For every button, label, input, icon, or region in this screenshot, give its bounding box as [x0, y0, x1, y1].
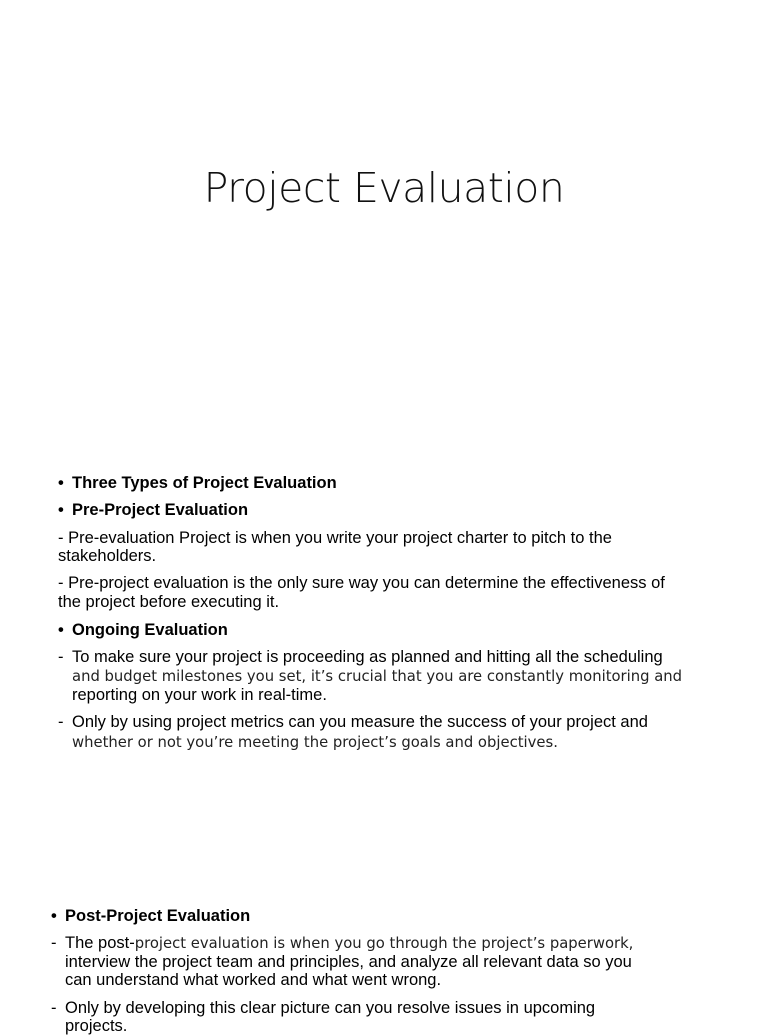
- pre-project-heading: Pre-Project Evaluation: [72, 501, 249, 519]
- post-item2-line2: projects.: [65, 1017, 128, 1035]
- bullet-pre-project: [58, 501, 248, 520]
- ongoing-item1-line2: and budget milestones you set, it’s crucial that you are constantly monitoring and: [72, 668, 683, 685]
- three-types-heading: Three Types of Project Evaluation: [72, 474, 337, 492]
- bullet-ongoing: [58, 621, 228, 640]
- dash-mark: -: [51, 999, 57, 1017]
- post-item1-text-a: The post-: [65, 934, 135, 952]
- ongoing-item2-text: Only by using project metrics can you measure the success of your project and: [72, 713, 648, 731]
- ongoing-item1-line1: [58, 648, 663, 667]
- post-project-heading: Post-Project Evaluation: [65, 907, 251, 925]
- post-item1-text-b: project evaluation is when you go through the project’s paperwork,: [134, 935, 634, 952]
- post-item1-line3: can understand what worked and what went wrong.: [65, 971, 442, 989]
- bullet-mark: •: [58, 621, 64, 639]
- page-title: Project Evaluation: [203, 164, 565, 212]
- bullet-mark: •: [58, 474, 64, 492]
- post-item1-line2: interview the project team and principles, and analyze all relevant data so you: [65, 953, 632, 971]
- post-item1-line1: [51, 934, 633, 953]
- ongoing-item2-line1: [58, 713, 648, 732]
- pre-para1-line2: stakeholders.: [58, 547, 157, 565]
- bullet-three-types: [58, 474, 337, 493]
- ongoing-item1-line3: reporting on your work in real-time.: [72, 686, 327, 704]
- ongoing-heading: Ongoing Evaluation: [72, 621, 228, 639]
- dash-mark: -: [58, 648, 64, 666]
- bullet-post-project: [51, 907, 250, 926]
- dash-mark: -: [51, 934, 57, 952]
- dash-mark: -: [58, 713, 64, 731]
- bullet-mark: •: [58, 501, 64, 519]
- pre-para2-line1: - Pre-project evaluation is the only sure way you can determine the effectiveness of: [58, 574, 665, 592]
- post-item2-line1: [51, 999, 595, 1018]
- ongoing-item2-line2: whether or not you’re meeting the project’s goals and objectives.: [72, 734, 558, 751]
- post-item2-text: Only by developing this clear picture can you resolve issues in upcoming: [65, 999, 596, 1017]
- bullet-mark: •: [51, 907, 57, 925]
- pre-para1-line1: - Pre-evaluation Project is when you write your project charter to pitch to the: [58, 529, 612, 547]
- pre-para2-line2: the project before executing it.: [58, 593, 280, 611]
- ongoing-item1-text: To make sure your project is proceeding as planned and hitting all the scheduling: [72, 648, 663, 666]
